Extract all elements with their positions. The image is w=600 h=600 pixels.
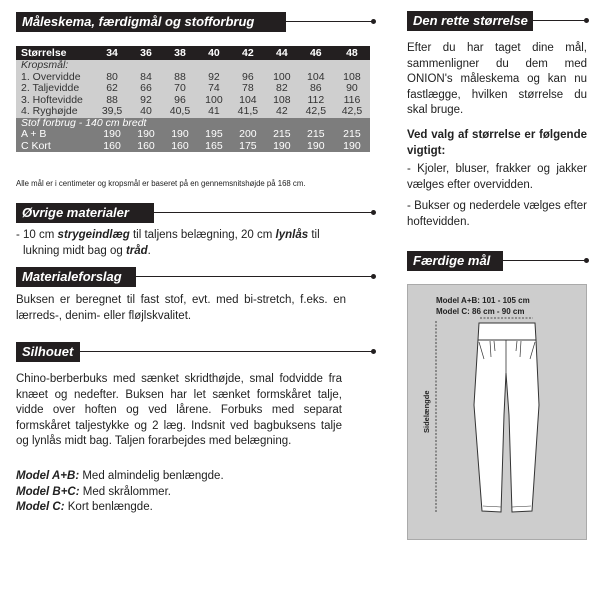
materials-emphasis: tråd	[125, 244, 148, 257]
column-header: 42	[230, 46, 266, 60]
model-name: Model B+C:	[16, 485, 80, 498]
materials-text-part: .	[147, 244, 151, 257]
table-cell: 90	[334, 83, 370, 95]
materials-emphasis: lynlås	[275, 229, 309, 241]
table-cell: 190	[94, 129, 130, 141]
model-desc: Med skrålommer.	[79, 485, 171, 498]
table-cell: 195	[198, 129, 230, 141]
table-cell: 39,5	[94, 106, 130, 118]
column-header: 44	[266, 46, 298, 60]
model-name: Model C:	[16, 501, 65, 513]
table-cell: 112	[298, 95, 334, 107]
row-label: 1. Overvidde	[16, 72, 94, 84]
column-header: Størrelse	[16, 46, 94, 60]
table-cell: 100	[198, 95, 230, 107]
model-name: Model A+B:	[16, 470, 80, 482]
table-cell: 92	[130, 95, 162, 107]
table-cell: 88	[94, 95, 130, 107]
section-header-right-size: Den rette størrelse	[407, 11, 533, 31]
table-cell: 175	[230, 141, 266, 153]
section-header-suggestions: Materialeforslag	[16, 267, 136, 287]
right-size-important: Ved valg af størrelse er følgende vigtigt:	[407, 129, 587, 157]
table-cell: 190	[298, 141, 334, 153]
table-header-row	[16, 46, 370, 60]
table-cell: 41,5	[230, 106, 266, 118]
table-row	[16, 106, 370, 118]
row-label: 3. Hoftevidde	[16, 95, 94, 107]
table-cell: 41	[198, 106, 230, 118]
table-cell: 96	[230, 72, 266, 84]
row-label: 4. Ryghøjde	[16, 106, 94, 118]
table-cell: 160	[94, 141, 130, 153]
table-cell: 88	[162, 72, 198, 84]
table-row	[16, 141, 370, 153]
table-cell: 42	[266, 106, 298, 118]
row-label: 2. Taljevidde	[16, 83, 94, 95]
materials-text-part: - 10 cm	[16, 229, 58, 241]
materials-text-part: lukning midt bag og	[23, 244, 126, 257]
table-cell: 104	[298, 72, 334, 84]
table-cell: 96	[162, 95, 198, 107]
table-cell: 108	[334, 72, 370, 84]
column-header: 46	[298, 46, 334, 60]
table-cell: 190	[130, 129, 162, 141]
body-measure-label: Kropsmål:	[16, 60, 370, 72]
model-item	[16, 469, 346, 485]
table-cell: 215	[266, 129, 298, 141]
table-cell: 190	[334, 141, 370, 153]
section-header-finished: Færdige mål	[407, 251, 503, 271]
table-cell: 190	[162, 129, 198, 141]
finished-line-1: Model A+B: 101 - 105 cm	[436, 296, 530, 305]
right-size-bullet: - Kjoler, bluser, frakker og jakker vælges efter overvidden.	[407, 163, 587, 191]
table-cell: 108	[266, 95, 298, 107]
table-cell: 80	[94, 72, 130, 84]
table-cell: 70	[162, 83, 198, 95]
table-cell: 104	[230, 95, 266, 107]
trousers-illustration	[408, 285, 588, 541]
materials-text-part: til taljens belægning, 20 cm	[129, 229, 276, 241]
table-cell: 82	[266, 83, 298, 95]
header-dot	[371, 349, 376, 354]
model-desc: Med almindelig benlængde.	[79, 470, 224, 482]
table-cell: 200	[230, 129, 266, 141]
table-cell: 42,5	[334, 106, 370, 118]
model-desc: Kort benlængde.	[64, 501, 153, 513]
header-dot	[371, 19, 376, 24]
right-size-intro: Efter du har taget dine mål, sammenligner du dem med ONION's måleskema og kan nu fastlægge, hvilken størrelse du skal bruge.	[407, 42, 587, 116]
header-rule	[80, 351, 374, 352]
column-header: 36	[130, 46, 162, 60]
table-cell: 165	[198, 141, 230, 153]
suggestions-text: Buksen er beregnet til fast stof, evt. med bi-stretch, f.eks. en lærreds-, denim- eller fløjlskvalitet.	[16, 294, 346, 322]
table-cell: 74	[198, 83, 230, 95]
table-cell: 78	[230, 83, 266, 95]
header-dot	[584, 258, 589, 263]
table-cell: 92	[198, 72, 230, 84]
section-header-silhouette: Silhouet	[16, 342, 80, 362]
header-rule	[286, 21, 374, 22]
column-header: 48	[334, 46, 370, 60]
right-size-bullet: - Bukser og nederdele vælges efter hoftevidden.	[407, 200, 587, 228]
materials-text-part: til	[308, 229, 320, 241]
row-label: A + B	[16, 129, 94, 141]
table-cell: 40,5	[162, 106, 198, 118]
header-rule	[503, 260, 587, 261]
table-cell: 42,5	[298, 106, 334, 118]
header-dot	[584, 18, 589, 23]
finished-line-2: Model C: 86 cm - 90 cm	[436, 307, 525, 316]
silhouette-text: Chino-berberbuks med sænket skridthøjde, smal fodvidde fra knæet og nedefter. Buksen har let sænket formskåret talje, vidde over hoften og ved lårene. Forbuks med separat formskåret taljestykke og 2 læg. Indsnit ved bagbuksens talje og lynlås midt bag. Taljen forarbejdes med belægning.	[16, 373, 342, 447]
finished-measurements-panel	[407, 284, 587, 540]
header-rule	[533, 20, 587, 21]
table-cell: 160	[130, 141, 162, 153]
table-row	[16, 83, 370, 95]
table-cell: 66	[130, 83, 162, 95]
table-cell: 100	[266, 72, 298, 84]
model-item	[16, 500, 346, 516]
section-header-materials: Øvrige materialer	[16, 203, 154, 223]
table-cell: 62	[94, 83, 130, 95]
table-row	[16, 129, 370, 141]
section-header-measurements: Måleskema, færdigmål og stofforbrug	[16, 12, 286, 32]
table-cell: 116	[334, 95, 370, 107]
header-dot	[371, 274, 376, 279]
table-cell: 215	[298, 129, 334, 141]
side-length-label: Sidelængde	[422, 390, 431, 433]
table-cell: 190	[266, 141, 298, 153]
column-header: 34	[94, 46, 130, 60]
materials-text	[16, 228, 376, 259]
table-cell: 160	[162, 141, 198, 153]
column-header: 40	[198, 46, 230, 60]
table-cell: 84	[130, 72, 162, 84]
model-list	[16, 469, 346, 516]
model-item	[16, 485, 346, 501]
fabric-label: Stof forbrug - 140 cm bredt	[16, 118, 370, 130]
table-cell: 86	[298, 83, 334, 95]
row-label: C Kort	[16, 141, 94, 153]
column-header: 38	[162, 46, 198, 60]
header-rule	[154, 212, 374, 213]
body-measure-group-row	[16, 60, 370, 72]
header-rule	[136, 276, 374, 277]
table-footnote: Alle mål er i centimeter og kropsmål er baseret på en gennemsnitshøjde på 168 cm.	[16, 179, 306, 188]
materials-emphasis: strygeindlæg	[57, 229, 130, 241]
table-cell: 215	[334, 129, 370, 141]
size-chart-table	[16, 46, 370, 152]
table-cell: 40	[130, 106, 162, 118]
header-dot	[371, 210, 376, 215]
